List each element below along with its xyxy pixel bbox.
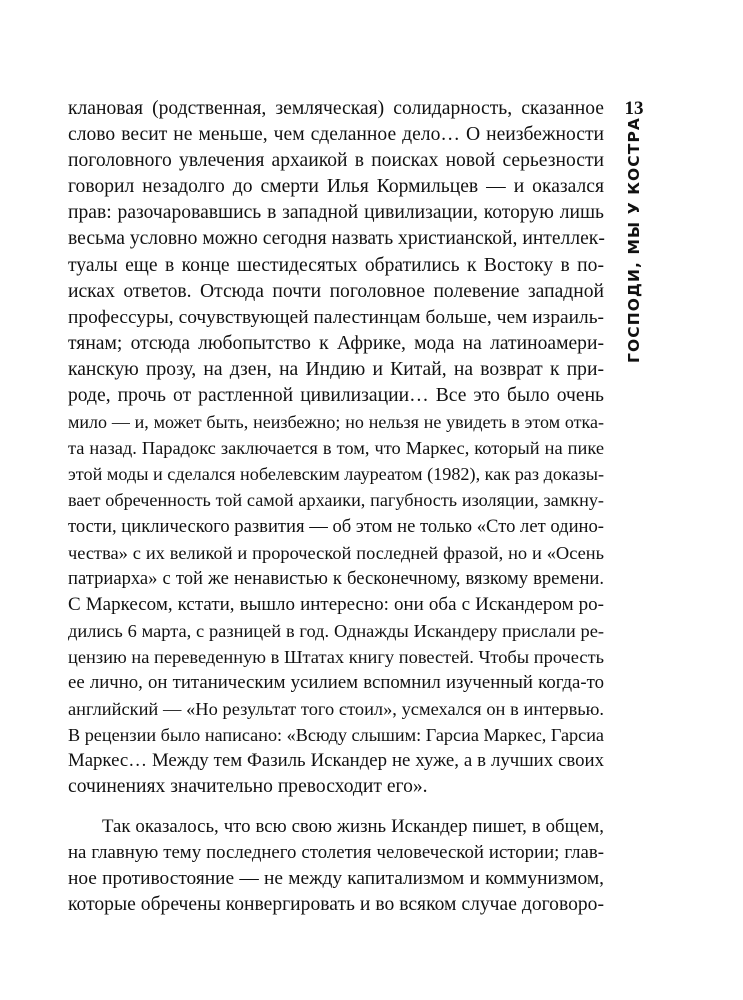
text-line: С Маркесом, кстати, вышло интересно: они оба с Искандером ро- bbox=[68, 593, 604, 615]
text-line: дились 6 марта, с разницей в год. Однажды Искандеру прислали ре- bbox=[68, 620, 604, 641]
text-line: говорил незадолго до смерти Илья Кормильцев — и оказался bbox=[68, 176, 604, 198]
running-head bbox=[622, 116, 646, 364]
text-line: слово весит не меньше, чем сделанное дело… О неизбежности bbox=[68, 124, 604, 146]
text-line: туалы еще в конце шестидесятых обратились к Востоку в по- bbox=[68, 254, 604, 276]
text-line: канскую прозу, на дзен, на Индию и Китай, на возврат к при- bbox=[68, 358, 604, 380]
text-line: Так оказалось, что всю свою жизнь Искандер пишет, в общем, bbox=[102, 815, 604, 837]
text-line: В рецензии было написано: «Всюду слышим: Гарсиа Маркес, Гарсиа bbox=[68, 725, 604, 746]
text-line: та назад. Парадокс заключается в том, что Маркес, который на пике bbox=[68, 438, 604, 459]
text-line: чества» с их великой и пророческой последней фразой, но и «Осень bbox=[68, 542, 604, 563]
paragraph-gap bbox=[68, 801, 604, 814]
text-line: ное противостояние — не между капитализмом и коммунизмом, bbox=[68, 867, 604, 889]
text-line: вает обреченность той самой архаики, пагубность изоляции, замкну- bbox=[68, 490, 604, 511]
text-line: весьма условно можно сегодня назвать христианской, интеллек- bbox=[68, 228, 605, 250]
text-line: роде, прочь от растленной цивилизации… Все это было очень bbox=[68, 385, 604, 407]
text-line: тянам; отсюда любопытство к Африке, мода на латиноамери- bbox=[68, 332, 604, 354]
text-line: цензию на переведенную в Штатах книгу повестей. Чтобы прочесть bbox=[68, 646, 604, 667]
text-line: тости, циклического развития — об этом не только «Сто лет одино- bbox=[68, 515, 604, 537]
text-line: которые обречены конвергировать и во всяком случае договоро- bbox=[68, 893, 604, 915]
page-number: 13 bbox=[624, 98, 644, 119]
text-line: исках ответов. Отсюда почти поголовное полевение западной bbox=[68, 280, 604, 302]
text-line: английский — «Но результат того стоил», усмехался он в интервью. bbox=[68, 699, 604, 720]
text-line: сочинениях значительно превосходит его». bbox=[68, 776, 428, 798]
text-line: прав: разочаровавшись в западной цивилизации, которую лишь bbox=[68, 202, 604, 224]
text-line: профессуры, сочувствующей палестинцам больше, чем израиль- bbox=[68, 306, 604, 328]
paragraph bbox=[68, 96, 604, 801]
text-line: этой моды и сделался нобелевским лауреатом (1982), как раз доказы- bbox=[68, 464, 605, 485]
text-line: ее лично, он титаническим усилием вспомнил изученный когда-то bbox=[68, 672, 604, 694]
text-line: мило — и, может быть, неизбежно; но нельзя не увидеть в этом отка- bbox=[68, 412, 604, 433]
running-head-text: ГОСПОДИ, МЫ У КОСТРА bbox=[625, 116, 643, 364]
body-text bbox=[68, 96, 604, 918]
text-line: Маркес… Между тем Фазиль Искандер не хуже, а в лучших своих bbox=[68, 750, 604, 772]
paragraph bbox=[68, 814, 604, 918]
text-line: клановая (родственная, земляческая) солидарность, сказанное bbox=[68, 98, 604, 119]
text-line: патриарха» с той же ненавистью к бесконечному, вязкому времени. bbox=[68, 567, 604, 589]
text-line: на главную тему последнего столетия человеческой истории; глав- bbox=[68, 841, 604, 863]
text-line: поголовного увлечения архаикой в поисках новой серьезности bbox=[68, 150, 604, 172]
